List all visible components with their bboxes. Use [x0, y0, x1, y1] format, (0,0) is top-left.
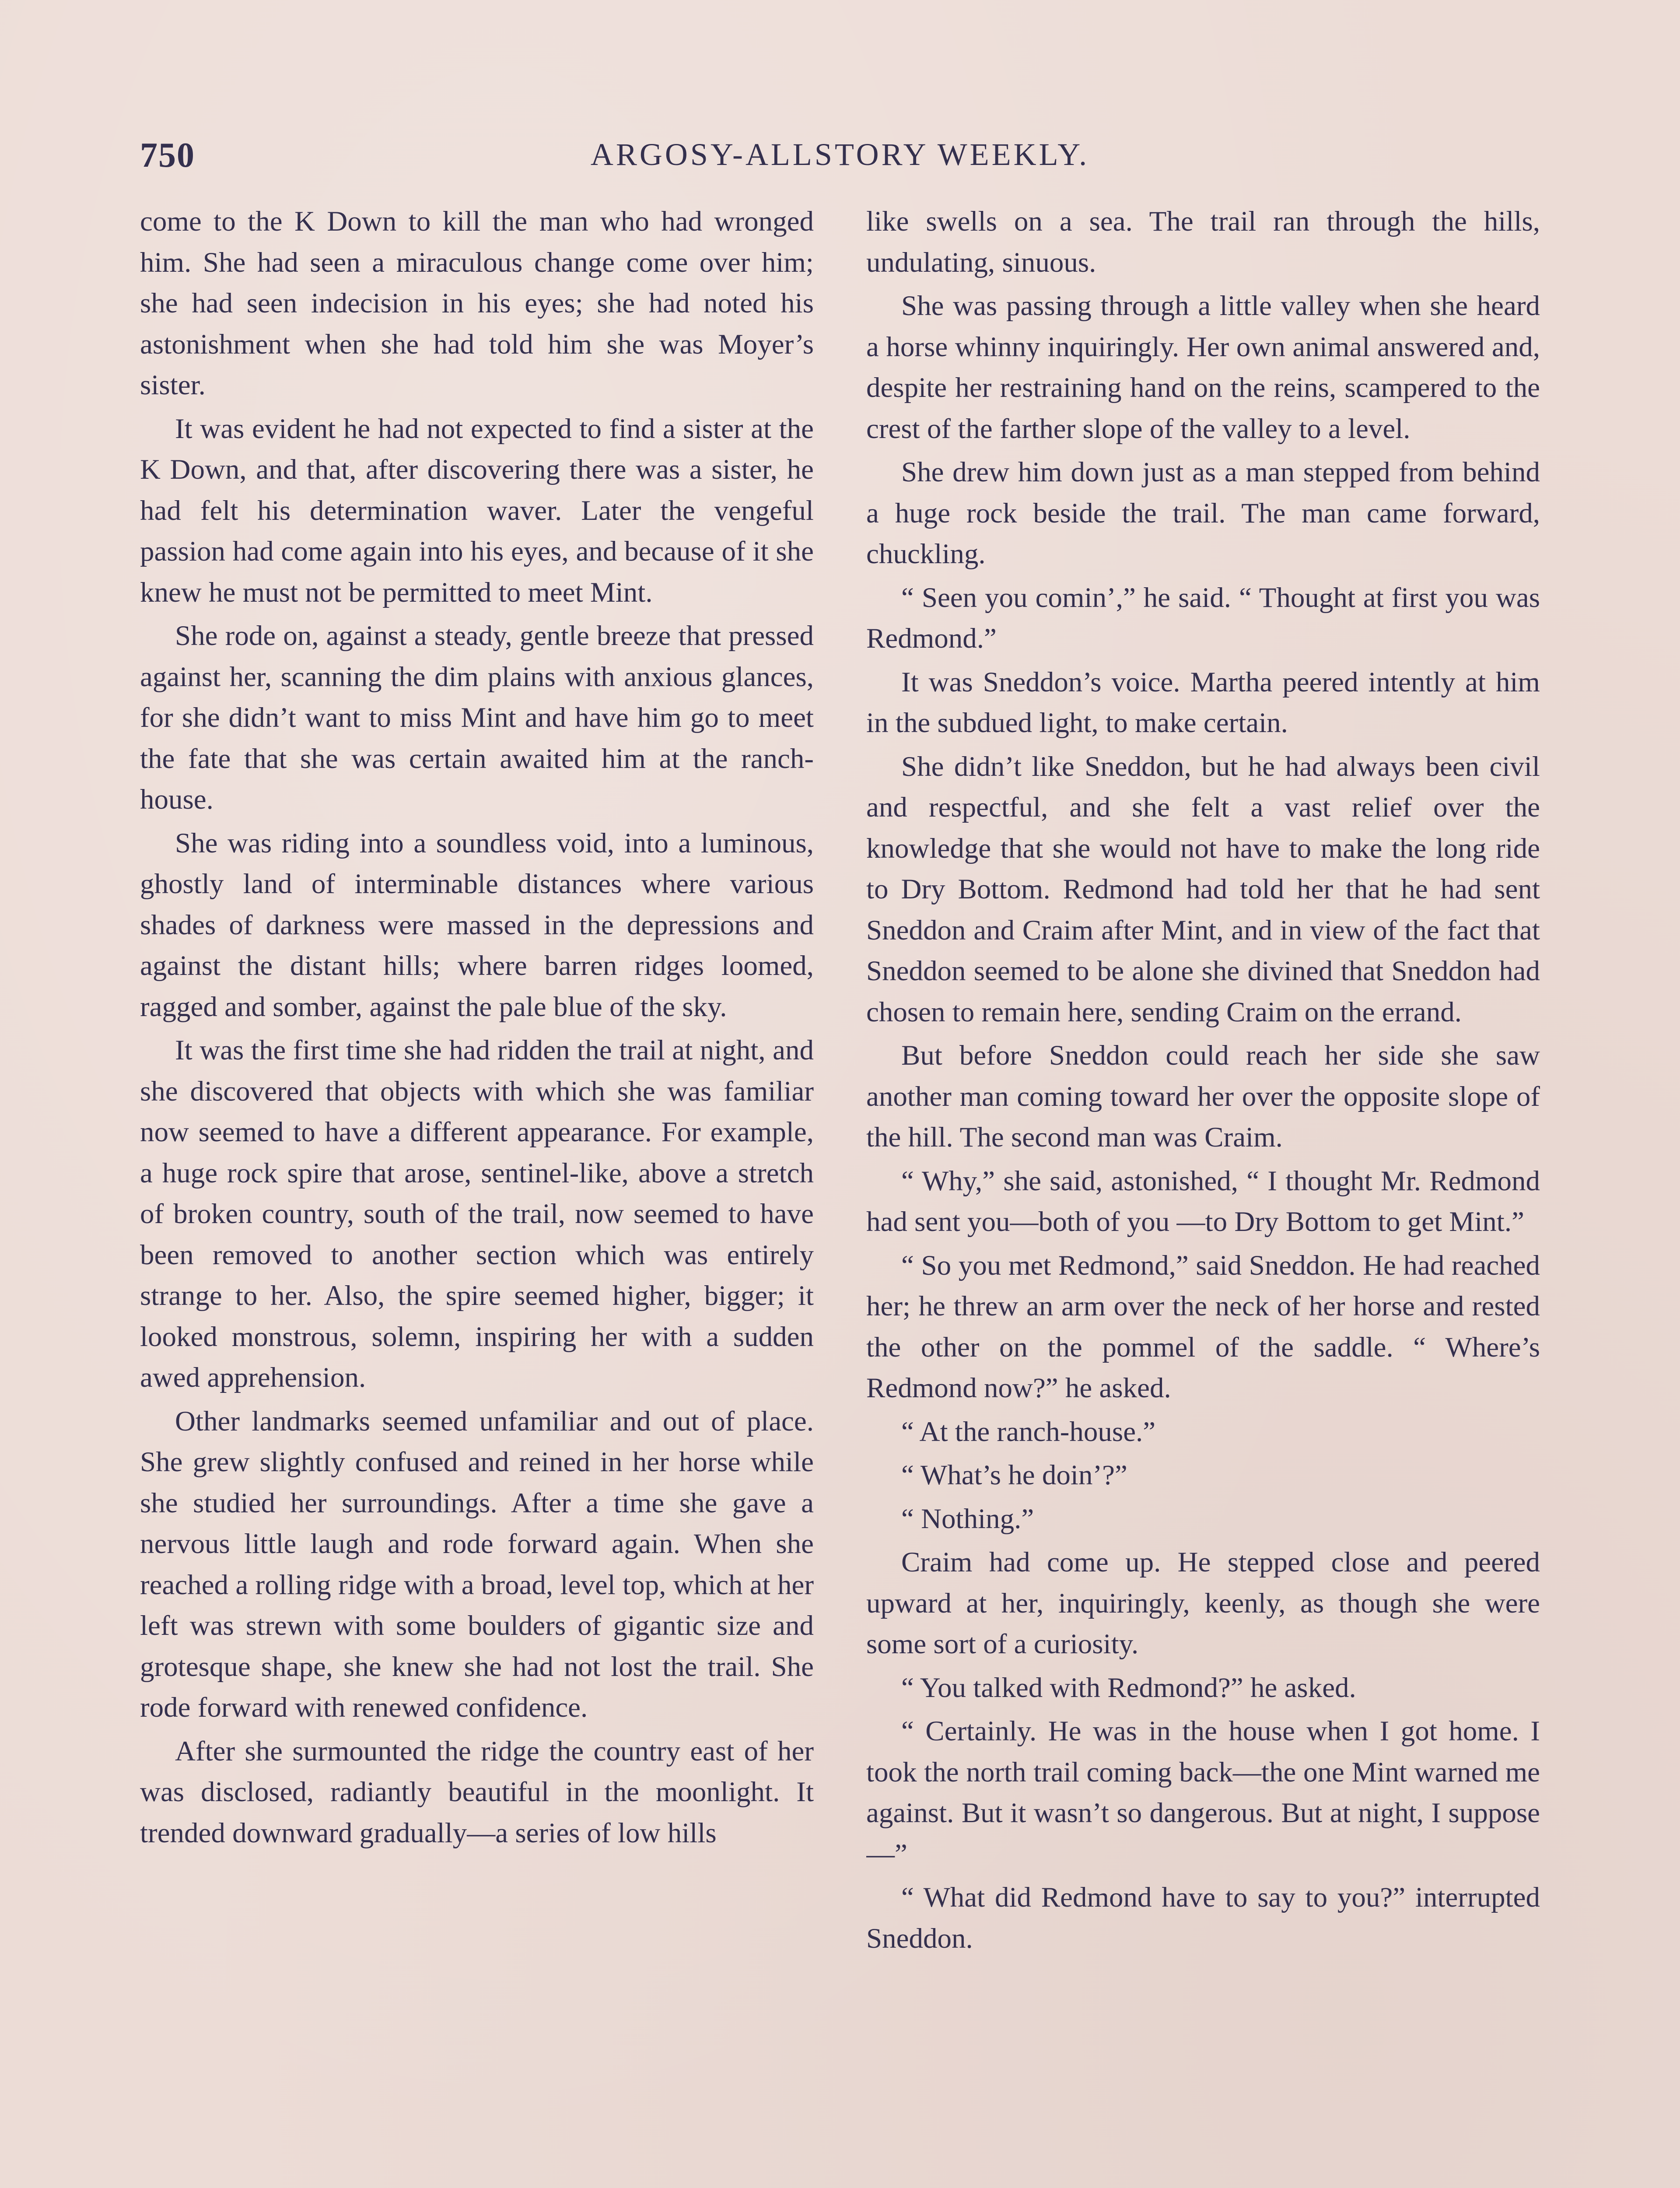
magazine-page — [140, 127, 1540, 2188]
paragraph: It was evident he had not expected to find a sister at the K Down, and that, after discovering there was a sister, he had felt his determination waver. Later the vengeful passion had come again into his eyes, and because of it she knew he must not be permitted to meet Mint. — [140, 413, 814, 608]
page-number: 750 — [140, 136, 195, 175]
paragraph: It was the first time she had ridden the trail at night, and she discovered that objects with which she was familiar now seemed to have a different appearance. For example, a huge rock spire that arose, sentinel-like, above a stretch of broken country, south of the trail, now seemed to have been removed to another section which was entirely strange to her. Also, the spire seemed higher, bigger; it looked monstrous, solemn, inspiring her with a sudden awed apprehension. — [140, 1034, 814, 1393]
paragraph: “ What did Redmond have to say to you?” interrupted Sneddon. — [866, 1882, 1540, 1954]
paragraph: She drew him down just as a man stepped from behind a huge rock beside the trail. The man came forward, chuckling. — [866, 456, 1540, 570]
paragraph: She was passing through a little valley when she heard a horse whinny inquiringly. Her own animal answered and, despite her restraining hand on the reins, scampered to the crest of the farther slope of the valley to a level. — [866, 290, 1540, 445]
left-column — [140, 201, 814, 2188]
paragraph: “ You talked with Redmond?” he asked. — [901, 1672, 1356, 1704]
paragraph: It was Sneddon’s voice. Martha peered intently at him in the subdued light, to make certain. — [866, 666, 1540, 739]
paragraph: “ What’s he doin’?” — [901, 1459, 1127, 1491]
paragraph: But before Sneddon could reach her side she saw another man coming toward her over the opposite slope of the hill. The second man was Craim. — [866, 1040, 1540, 1153]
paragraph: “ Seen you comin’,” he said. “ Thought at first you was Redmond.” — [866, 582, 1540, 654]
paragraph: come to the K Down to kill the man who had wronged him. She had seen a miraculous change come over him; she had seen indecision in his eyes; she had noted his astonishment when she had told him she was Moyer’s sister. — [140, 206, 814, 401]
paragraph: “ Certainly. He was in the house when I got home. I took the north trail coming back—the one Mint warned me against. But it wasn’t so dangerous. But at night, I suppose—” — [866, 1715, 1540, 1870]
paragraph: Other landmarks seemed unfamiliar and out of place. She grew slightly confused and reined in her horse while she studied her surroundings. After a time she gave a nervous little laugh and rode forward again. When she reached a rolling ridge with a broad, level top, which at her left was strewn with some boulders of gigantic size and grotesque shape, she knew she had not lost the trail. She rode forward with renewed confidence. — [140, 1405, 814, 1723]
magazine-title: ARGOSY-ALLSTORY WEEKLY. — [590, 137, 1090, 172]
paragraph: She didn’t like Sneddon, but he had always been civil and respectful, and she felt a vast relief over the knowledge that she would not have to make the long ride to Dry Bottom. Redmond had told her that he had sent Sneddon and Craim after Mint, and in view of the fact that Sneddon seemed to be alone she divined that Sneddon had chosen to remain here, sending Craim on the errand. — [866, 750, 1540, 1028]
paragraph: “ So you met Redmond,” said Sneddon. He had reached her; he threw an arm over the neck of her horse and rested the other on the pommel of the saddle. “ Where’s Redmond now?” he asked. — [866, 1249, 1540, 1404]
paragraph: After she surmounted the ridge the country east of her was disclosed, radiantly beautiful in the moonlight. It trended downward gradually—a series of low hills — [140, 1735, 814, 1849]
paragraph: She was riding into a soundless void, into a luminous, ghostly land of interminable distances where various shades of darkness were massed in the depressions and against the distant hills; where barren ridges loomed, ragged and somber, against the pale blue of the sky. — [140, 827, 814, 1023]
paragraph: “ Nothing.” — [901, 1503, 1034, 1535]
paragraph: “ Why,” she said, astonished, “ I thought Mr. Redmond had sent you—both of you —to Dry Bottom to get Mint.” — [866, 1165, 1540, 1238]
paragraph: “ At the ranch-house.” — [901, 1416, 1156, 1448]
paragraph: Craim had come up. He stepped close and peered upward at her, inquiringly, keenly, as though she were some sort of a curiosity. — [866, 1546, 1540, 1660]
paragraph: She rode on, against a steady, gentle breeze that pressed against her, scanning the dim plains with anxious glances, for she didn’t want to miss Mint and have him go to meet the fate that she was certain awaited him at the ranch-house. — [140, 620, 814, 815]
text-columns — [140, 201, 1540, 2188]
running-head — [140, 127, 1540, 184]
paragraph: like swells on a sea. The trail ran through the hills, undulating, sinuous. — [866, 206, 1540, 278]
right-column — [866, 201, 1540, 2188]
